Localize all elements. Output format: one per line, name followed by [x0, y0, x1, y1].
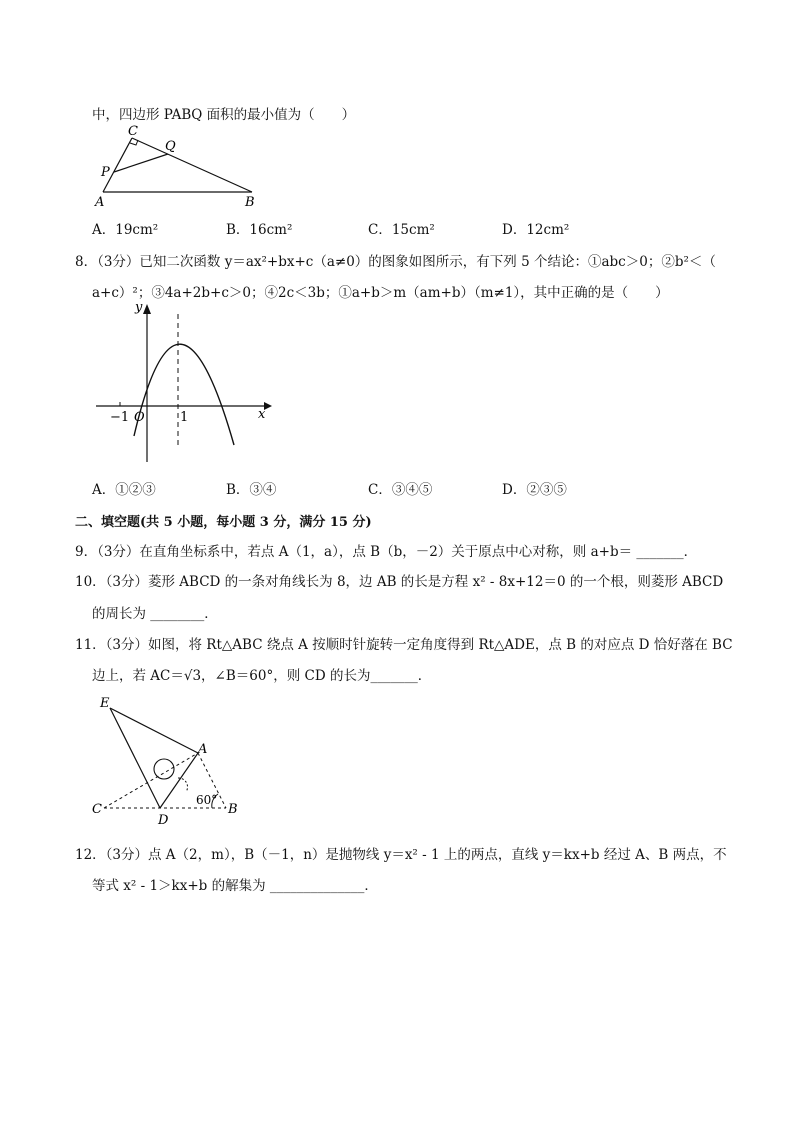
q12-line2: 等式 x² - 1＞kx+b 的解集为 ______________． [92, 878, 378, 894]
q11-label-angle: 60° [196, 793, 218, 807]
q8-option-c: C．③④⑤ [368, 482, 433, 498]
q7-option-b: B．16cm² [226, 222, 293, 238]
q11-label-b: B [228, 802, 238, 817]
q8-label-origin: O [134, 410, 145, 425]
q10-line2: 的周长为 ________． [92, 606, 218, 622]
q10-line1: 10．（3分）菱形 ABCD 的一条对角线长为 8，边 AB 的长是方程 x² - 8x+12＝0 的一个根，则菱形 ABCD [75, 574, 724, 590]
q11-rotation-figure [88, 692, 248, 828]
section2-heading: 二、填空题(共 5 小题，每小题 3 分，满分 15 分) [75, 515, 372, 530]
q7-option-a: A．19cm² [92, 222, 159, 238]
q11-label-c: C [92, 802, 102, 817]
q7-label-b: B [245, 195, 255, 210]
q8-label-minus1: −1 [110, 410, 130, 425]
q11-line1: 11．（3分）如图，将 Rt△ABC 绕点 A 按顺时针旋转一定角度得到 Rt△ADE，点 B 的对应点 D 恰好落在 BC [75, 637, 733, 653]
q8-label-x: x [258, 407, 266, 422]
q8-option-a: A．①②③ [92, 482, 156, 498]
q8-line2: a+c）²；③4a+2b+c＞0；④2c＜3b；①a+b＞m（am+b）（m≠1），其中正确的是（ ） [92, 285, 669, 301]
q12-line1: 12．（3分）点 A（2，m），B（－1，n）是抛物线 y＝x² - 1 上的两点，直线 y＝kx+b 经过 A、B 两点，不 [75, 847, 727, 863]
q7-option-d: D．12cm² [502, 222, 570, 238]
q7-side-cb [132, 138, 252, 192]
q7-label-q: Q [165, 139, 176, 154]
q11-line2: 边上，若 AC＝√3，∠B＝60°，则 CD 的长为_______． [92, 668, 432, 684]
q11-label-d: D [158, 813, 169, 828]
q11-side-ea [110, 708, 198, 753]
q8-y-arrow [143, 304, 151, 314]
q7-label-c: C [128, 124, 138, 139]
q8-label-y: y [135, 300, 143, 315]
q11-label-a: A [198, 742, 208, 757]
q8-option-b: B．③④ [226, 482, 277, 498]
q8-option-d: D．②③⑤ [502, 482, 567, 498]
q11-side-ed [110, 708, 160, 808]
q7-label-p: P [101, 165, 110, 180]
q7-label-a: A [95, 195, 105, 210]
q11-label-e: E [100, 696, 110, 711]
q7-triangle-figure [92, 124, 267, 210]
q7-option-c: C．15cm² [368, 222, 435, 238]
q11-side-da [160, 753, 198, 808]
q9-text: 9．（3分）在直角坐标系中，若点 A（1，a），点 B（b，－2）关于原点中心对称，则 a+b＝ _______． [75, 544, 698, 560]
q7-text: 中，四边形 PABQ 面积的最小值为（ ） [92, 107, 356, 123]
q8-parabola-graph [92, 300, 272, 468]
q11-angle-circle-mark [154, 759, 174, 779]
q8-parabola-curve [134, 344, 234, 445]
q8-label-one: 1 [180, 410, 189, 425]
q8-line1: 8．（3分）已知二次函数 y＝ax²+bx+c（a≠0）的图象如图所示，有下列 5 个结论：①abc＞0；②b²＜（ [75, 254, 716, 270]
q11-side-ca [104, 753, 198, 808]
